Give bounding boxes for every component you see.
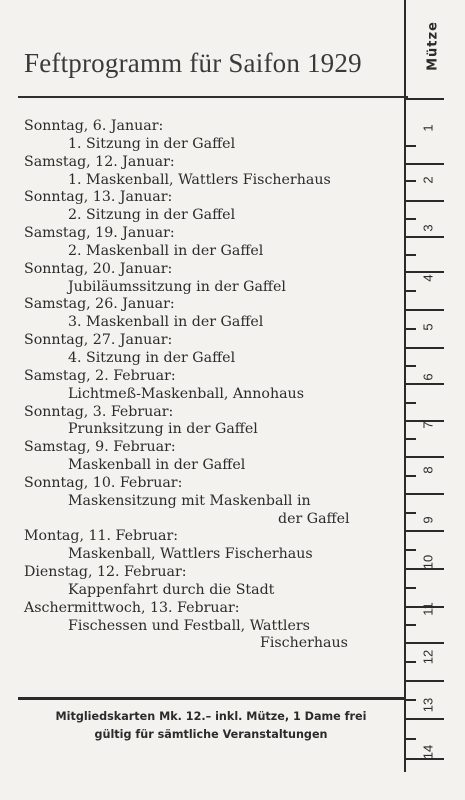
ruler-tick-minor xyxy=(404,145,416,147)
ruler-tick-minor xyxy=(404,661,416,663)
ruler-tick xyxy=(404,642,444,644)
program-event: Maskensitzung mit Maskenball in xyxy=(68,492,311,509)
ruler-tick-minor xyxy=(404,475,416,477)
ruler-tick-minor xyxy=(404,180,416,182)
ruler-tick-minor xyxy=(404,549,416,551)
footer-divider xyxy=(18,697,404,700)
ruler-tick-minor xyxy=(404,699,416,701)
ruler-tick xyxy=(404,236,444,238)
program-date: Montag, 11. Februar: xyxy=(24,528,179,545)
ruler-number: 6 xyxy=(420,373,436,381)
ruler-number: 4 xyxy=(420,274,436,282)
title-divider xyxy=(18,96,408,98)
program-date: Sonntag, 13. Januar: xyxy=(24,189,173,206)
ruler-tick-minor xyxy=(404,365,416,367)
program-date: Samstag, 12. Januar: xyxy=(24,153,175,170)
program-date: Samstag, 2. Februar: xyxy=(24,367,176,384)
program-date: Sonntag, 3. Februar: xyxy=(24,403,174,420)
ruler-number: 12 xyxy=(420,649,436,665)
membership-note-line2: gültig für sämtliche Veranstaltungen xyxy=(94,728,328,741)
program-event: Kappenfahrt durch die Stadt xyxy=(68,581,275,598)
ruler-number: 10 xyxy=(420,554,436,570)
ruler-number: 3 xyxy=(420,224,436,232)
program-event: 2. Sitzung in der Gaffel xyxy=(68,207,236,224)
ruler-number: 8 xyxy=(420,466,436,474)
ruler-number: 9 xyxy=(420,516,436,524)
program-event: Jubiläumssitzung in der Gaffel xyxy=(68,278,286,295)
ruler-tick xyxy=(404,493,444,495)
ruler-number: 11 xyxy=(420,602,436,616)
program-event: Maskenball, Wattlers Fischerhaus xyxy=(68,546,313,563)
ruler-tick-minor xyxy=(404,254,416,256)
ruler-tick xyxy=(404,456,444,458)
program-date: Dienstag, 12. Februar: xyxy=(24,564,187,581)
program-event: 1. Sitzung in der Gaffel xyxy=(68,135,236,152)
program-event: Prunksitzung in der Gaffel xyxy=(68,421,258,438)
ruler-tick-minor xyxy=(404,587,416,589)
ruler-vertical-line xyxy=(404,0,406,772)
ruler-header-label: Mütze xyxy=(425,21,441,71)
ruler-number: 13 xyxy=(420,697,436,713)
program-event: 2. Maskenball in der Gaffel xyxy=(68,242,264,259)
ruler-tick xyxy=(404,309,444,311)
program-event: 3. Maskenball in der Gaffel xyxy=(68,314,264,331)
ruler-tick xyxy=(404,271,444,273)
program-date: Samstag, 26. Januar: xyxy=(24,296,175,313)
program-date: Sonntag, 20. Januar: xyxy=(24,260,173,277)
program-date: Samstag, 9. Februar: xyxy=(24,439,176,456)
ruler-tick xyxy=(404,718,444,720)
ruler-number: 14 xyxy=(420,744,436,760)
ruler-number: 7 xyxy=(420,421,436,429)
program-date: Sonntag, 27. Januar: xyxy=(24,332,173,349)
ruler-number: 5 xyxy=(420,323,436,331)
ruler-tick-minor xyxy=(404,402,416,404)
ruler-tick-minor xyxy=(404,438,416,440)
ruler-number: 1 xyxy=(420,124,436,132)
program-event: 4. Sitzung in der Gaffel xyxy=(68,349,236,366)
ruler-tick-minor xyxy=(404,328,416,330)
event-program xyxy=(24,118,399,653)
program-date: Sonntag, 10. Februar: xyxy=(24,474,183,491)
ruler-tick xyxy=(404,163,444,165)
program-event: Maskenball in der Gaffel xyxy=(68,457,246,474)
program-date: Sonntag, 6. Januar: xyxy=(24,118,164,134)
membership-note xyxy=(18,708,404,744)
program-event: Fischessen und Festball, Wattlers xyxy=(68,617,310,634)
membership-note-line1: Mitgliedskarten Mk. 12.– inkl. Mütze, 1 Dame frei xyxy=(55,710,367,723)
program-date: Aschermittwoch, 13. Februar: xyxy=(24,599,240,616)
ruler-tick-minor xyxy=(404,624,416,626)
ruler-tick xyxy=(404,680,444,682)
ruler-number: 2 xyxy=(420,176,436,184)
ruler-tick xyxy=(404,383,444,385)
ruler-tick xyxy=(404,347,444,349)
program-event: der Gaffel xyxy=(278,510,350,527)
page-title: Feftprogramm für Saifon 1929 xyxy=(24,48,362,78)
ruler-tick-minor xyxy=(404,738,416,740)
ruler-tick-minor xyxy=(404,512,416,514)
ruler-tick xyxy=(404,98,444,100)
ruler-tick-minor xyxy=(404,290,416,292)
program-event: Fischerhaus xyxy=(260,635,348,652)
program-event: 1. Maskenball, Wattlers Fischerhaus xyxy=(68,171,331,188)
program-event: Lichtmeß-Maskenball, Annohaus xyxy=(68,385,304,402)
ruler-tick xyxy=(404,200,444,202)
ruler-tick-minor xyxy=(404,218,416,220)
program-date: Samstag, 19. Januar: xyxy=(24,225,175,242)
ruler-tick xyxy=(404,530,444,532)
